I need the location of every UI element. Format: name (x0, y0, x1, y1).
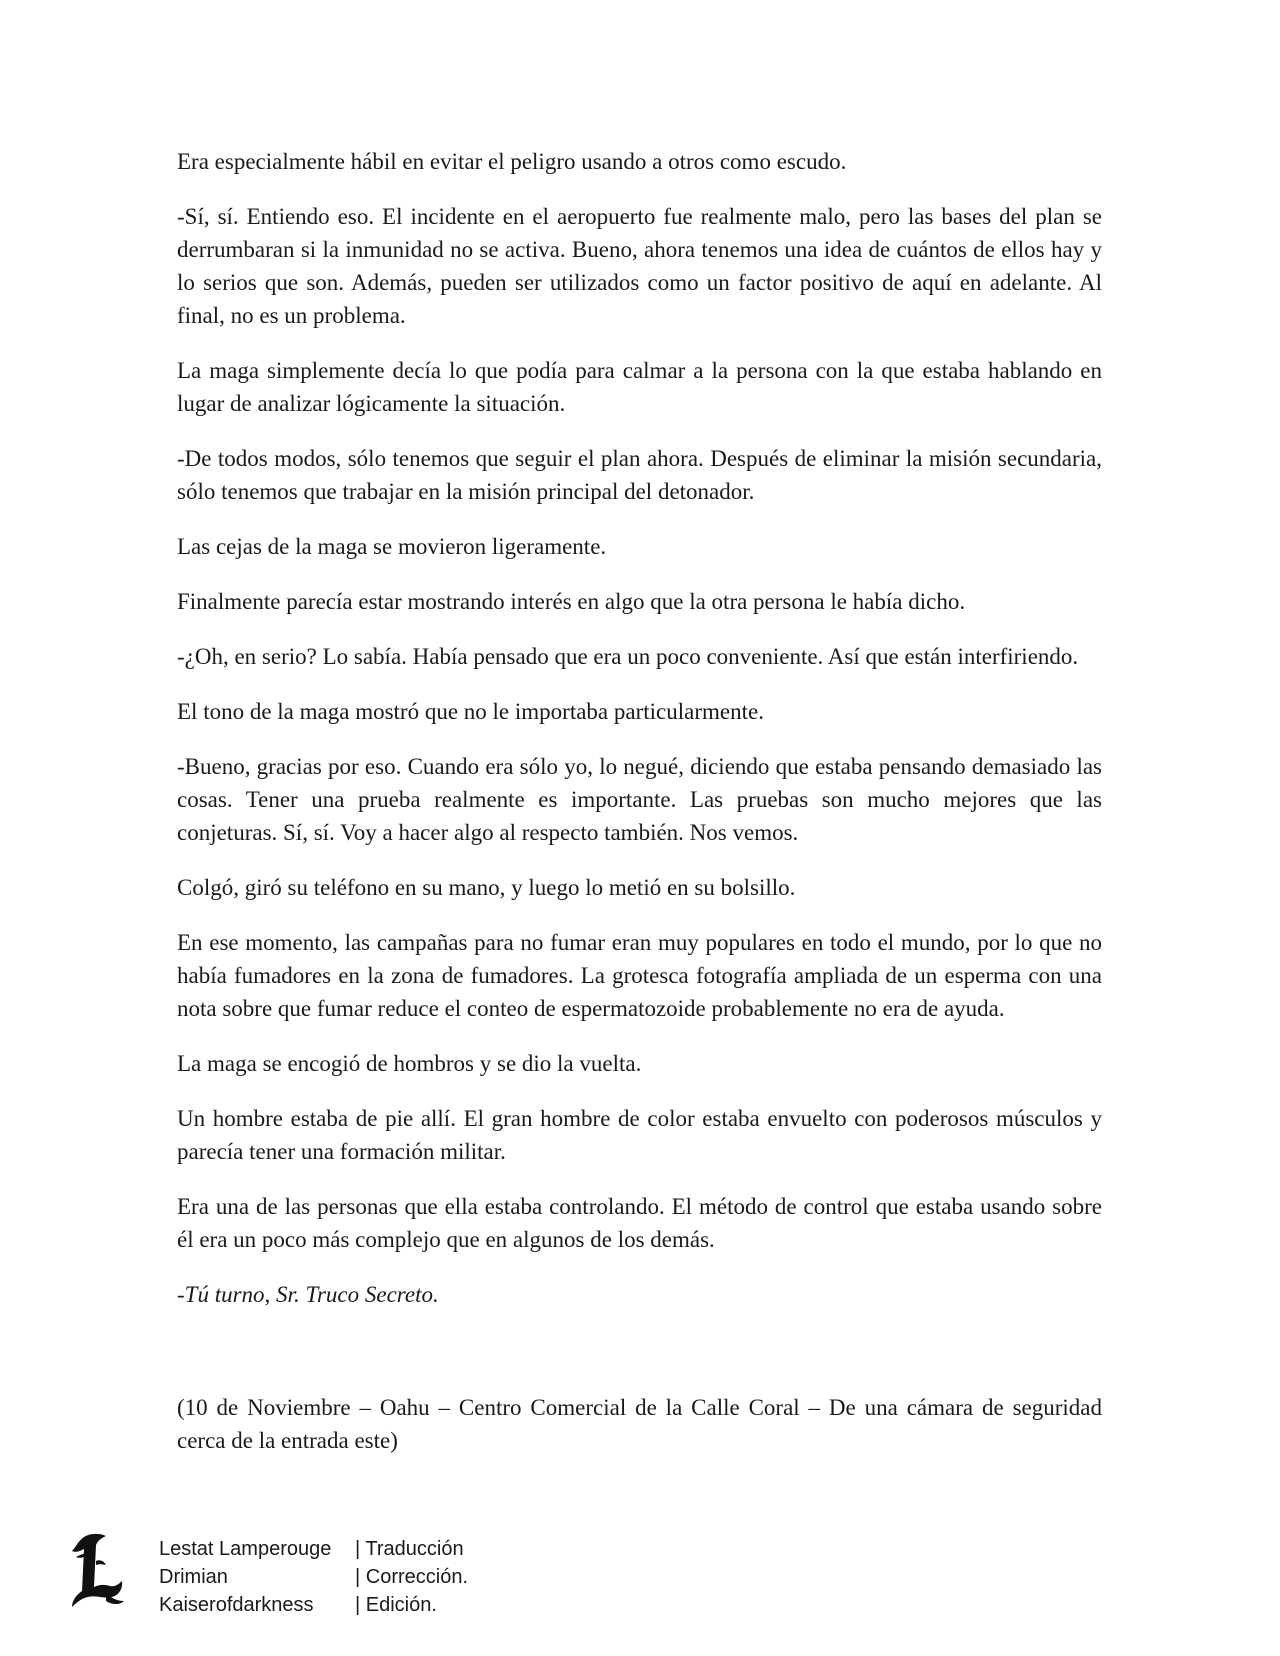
paragraph: Colgó, giró su teléfono en su mano, y luego lo metió en su bolsillo. (177, 875, 796, 900)
paragraph: -¿Oh, en serio? Lo sabía. Había pensado que era un poco conveniente. Así que están interfiriendo. (177, 644, 1079, 669)
credit-row (159, 1591, 468, 1619)
paragraph: Un hombre estaba de pie allí. El gran hombre de color estaba envuelto con poderosos músculos y parecía tener una formación militar. (177, 1106, 1102, 1164)
paragraph: Era especialmente hábil en evitar el peligro usando a otros como escudo. (177, 149, 847, 174)
gothic-letter-l-logo-icon (66, 1531, 130, 1611)
credit-role: | Traducción (355, 1538, 464, 1560)
paragraph: La maga se encogió de hombros y se dio la vuelta. (177, 1051, 642, 1076)
paragraph: Finalmente parecía estar mostrando interés en algo que la otra persona le había dicho. (177, 589, 966, 614)
credit-name: Lestat Lamperouge (159, 1538, 332, 1560)
credit-name: Drimian (159, 1566, 228, 1588)
italic-dialogue-paragraph: -Tú turno, Sr. Truco Secreto. (177, 1282, 439, 1307)
credit-row (159, 1535, 468, 1563)
credits-list (159, 1535, 468, 1619)
paragraph: Las cejas de la maga se movieron ligeramente. (177, 534, 607, 559)
document-body (177, 145, 1102, 1479)
paragraph: -De todos modos, sólo tenemos que seguir el plan ahora. Después de eliminar la misión secundaria, sólo tenemos que trabajar en la misión principal del detonador. (177, 446, 1102, 504)
paragraph: En ese momento, las campañas para no fumar eran muy populares en todo el mundo, por lo que no había fumadores en la zona de fumadores. La grotesca fotografía ampliada de un esperma con una nota sobre que fumar reduce el conteo de espermatozoide probablemente no era de ayuda. (177, 930, 1102, 1021)
paragraph: -Sí, sí. Entiendo eso. El incidente en el aeropuerto fue realmente malo, pero las bases del plan se derrumbaran si la inmunidad no se activa. Bueno, ahora tenemos una idea de cuántos de ellos hay y lo serios que son. Además, pueden ser utilizados como un factor positivo de aquí en adelante. Al final, no es un problema. (177, 204, 1102, 328)
paragraph: -Bueno, gracias por eso. Cuando era sólo yo, lo negué, diciendo que estaba pensando demasiado las cosas. Tener una prueba realmente es importante. Las pruebas son mucho mejores que las conjeturas. Sí, sí. Voy a hacer algo al respecto también. Nos vemos. (177, 754, 1102, 845)
paragraph: La maga simplemente decía lo que podía para calmar a la persona con la que estaba hablando en lugar de analizar lógicamente la situación. (177, 358, 1102, 416)
credit-name: Kaiserofdarkness (159, 1594, 314, 1616)
credits-footer (66, 1535, 566, 1625)
paragraph: El tono de la maga mostró que no le importaba particularmente. (177, 699, 764, 724)
credit-role: | Corrección. (355, 1566, 469, 1588)
credit-role: | Edición. (355, 1594, 437, 1616)
paragraph: Era una de las personas que ella estaba controlando. El método de control que estaba usando sobre él era un poco más complejo que en algunos de los demás. (177, 1194, 1102, 1252)
credit-row (159, 1563, 468, 1591)
scene-location-heading: (10 de Noviembre – Oahu – Centro Comercial de la Calle Coral – De una cámara de seguridad cerca de la entrada este) (177, 1395, 1102, 1453)
